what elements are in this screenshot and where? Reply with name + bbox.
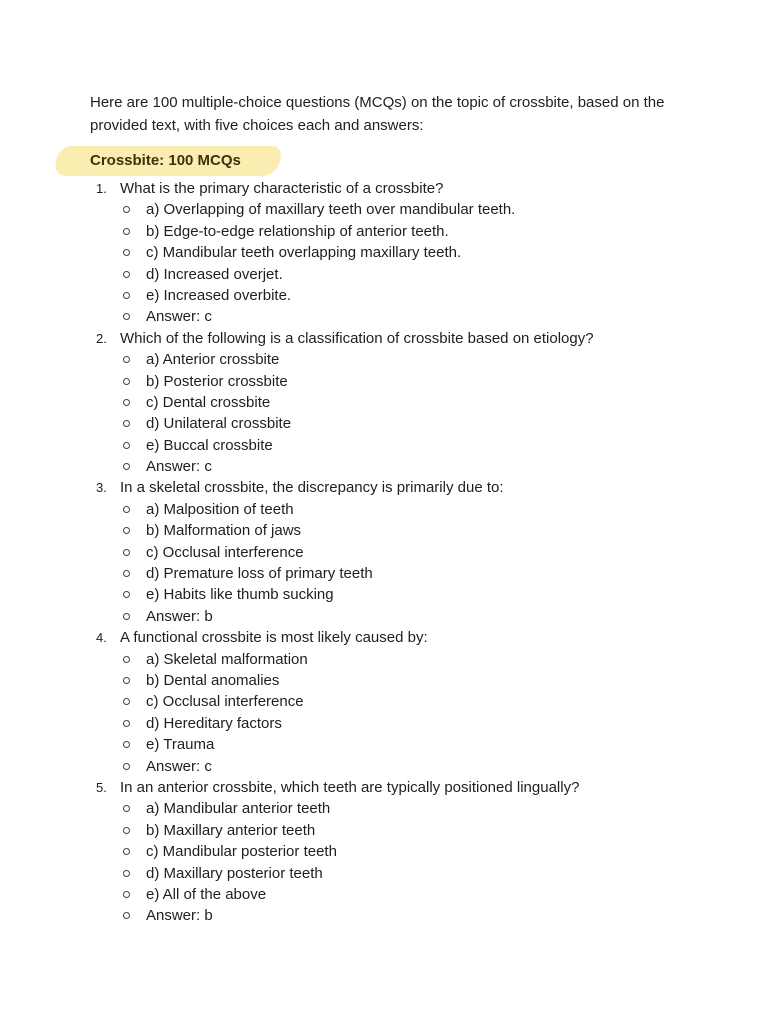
option-line (0, 863, 768, 884)
question-line (0, 477, 768, 498)
hollow-bullet-icon (123, 677, 130, 684)
option-text: c) Dental crossbite (146, 393, 271, 411)
option-text: b) Maxillary anterior teeth (146, 821, 316, 839)
option-text: a) Skeletal malformation (146, 650, 308, 668)
option-line (0, 435, 768, 456)
option-line (0, 734, 768, 755)
hollow-bullet-icon (123, 271, 130, 278)
answer-text: Answer: c (146, 308, 212, 326)
hollow-bullet-icon (123, 613, 130, 620)
hollow-bullet-icon (123, 591, 130, 598)
question-item (0, 178, 768, 328)
option-text: a) Anterior crossbite (146, 351, 280, 369)
option-text: c) Mandibular posterior teeth (146, 843, 337, 861)
question-item (0, 627, 768, 777)
question-number: 4. (96, 630, 107, 646)
hollow-bullet-icon (123, 399, 130, 406)
option-line (0, 584, 768, 605)
option-text: e) Increased overbite. (146, 286, 292, 304)
hollow-bullet-icon (123, 805, 130, 812)
option-line (0, 392, 768, 413)
question-number: 5. (96, 779, 107, 795)
option-line (0, 649, 768, 670)
option-line (0, 563, 768, 584)
hollow-bullet-icon (123, 506, 130, 513)
answer-line (0, 306, 768, 327)
option-text: c) Occlusal interference (146, 543, 304, 561)
hollow-bullet-icon (123, 420, 130, 427)
option-text: a) Overlapping of maxillary teeth over mandibular teeth. (146, 201, 516, 219)
answer-text: Answer: b (146, 607, 213, 625)
option-line (0, 713, 768, 734)
hollow-bullet-icon (123, 848, 130, 855)
hollow-bullet-icon (123, 763, 130, 770)
option-text: e) Trauma (146, 736, 215, 754)
option-line (0, 285, 768, 306)
hollow-bullet-icon (123, 463, 130, 470)
option-line (0, 670, 768, 691)
option-text: d) Unilateral crossbite (146, 415, 292, 433)
option-text: b) Dental anomalies (146, 671, 280, 689)
option-line (0, 499, 768, 520)
answer-line (0, 606, 768, 627)
option-text: a) Malposition of teeth (146, 500, 294, 518)
option-line (0, 221, 768, 242)
option-text: d) Premature loss of primary teeth (146, 565, 373, 583)
option-text: c) Mandibular teeth overlapping maxillary teeth. (146, 244, 462, 262)
hollow-bullet-icon (123, 698, 130, 705)
hollow-bullet-icon (123, 912, 130, 919)
hollow-bullet-icon (123, 549, 130, 556)
answer-line (0, 756, 768, 777)
question-line (0, 178, 768, 199)
option-line (0, 264, 768, 285)
question-item (0, 328, 768, 478)
hollow-bullet-icon (123, 228, 130, 235)
question-text: A functional crossbite is most likely caused by: (120, 629, 428, 647)
option-line (0, 884, 768, 905)
question-line (0, 777, 768, 798)
answer-text: Answer: c (146, 757, 212, 775)
option-line (0, 520, 768, 541)
hollow-bullet-icon (123, 292, 130, 299)
hollow-bullet-icon (123, 378, 130, 385)
option-line (0, 841, 768, 862)
heading-text: Crossbite: 100 MCQs (90, 152, 241, 169)
hollow-bullet-icon (123, 720, 130, 727)
question-text: In an anterior crossbite, which teeth are typically positioned lingually? (120, 778, 580, 796)
hollow-bullet-icon (123, 356, 130, 363)
option-text: e) Buccal crossbite (146, 436, 273, 454)
question-line (0, 627, 768, 648)
option-line (0, 349, 768, 370)
option-text: a) Mandibular anterior teeth (146, 800, 331, 818)
section-heading (56, 146, 280, 176)
hollow-bullet-icon (123, 870, 130, 877)
option-line (0, 371, 768, 392)
question-item (0, 477, 768, 627)
intro-paragraph: Here are 100 multiple-choice questions (MCQs) on the topic of crossbite, based on the provided text, with five choices each and answers: (90, 94, 665, 134)
option-line (0, 242, 768, 263)
option-text: c) Occlusal interference (146, 693, 304, 711)
hollow-bullet-icon (123, 656, 130, 663)
question-item (0, 777, 768, 927)
question-number: 2. (96, 330, 107, 346)
question-line (0, 328, 768, 349)
option-text: e) All of the above (146, 885, 267, 903)
hollow-bullet-icon (123, 891, 130, 898)
hollow-bullet-icon (123, 527, 130, 534)
hollow-bullet-icon (123, 249, 130, 256)
answer-text: Answer: b (146, 907, 213, 925)
question-text: Which of the following is a classification of crossbite based on etiology? (120, 329, 594, 347)
answer-line (0, 905, 768, 926)
option-line (0, 542, 768, 563)
option-text: d) Hereditary factors (146, 714, 282, 732)
hollow-bullet-icon (123, 570, 130, 577)
option-line (0, 820, 768, 841)
option-text: d) Maxillary posterior teeth (146, 864, 323, 882)
answer-text: Answer: c (146, 458, 212, 476)
question-text: In a skeletal crossbite, the discrepancy is primarily due to: (120, 479, 504, 497)
question-number: 3. (96, 480, 107, 496)
hollow-bullet-icon (123, 442, 130, 449)
hollow-bullet-icon (123, 313, 130, 320)
hollow-bullet-icon (123, 741, 130, 748)
hollow-bullet-icon (123, 206, 130, 213)
option-line (0, 798, 768, 819)
option-text: b) Edge-to-edge relationship of anterior teeth. (146, 222, 449, 240)
answer-line (0, 456, 768, 477)
option-text: b) Malformation of jaws (146, 522, 302, 540)
option-line (0, 691, 768, 712)
option-line (0, 199, 768, 220)
option-text: e) Habits like thumb sucking (146, 586, 334, 604)
question-list (0, 178, 768, 927)
question-text: What is the primary characteristic of a crossbite? (120, 180, 444, 197)
option-text: d) Increased overjet. (146, 265, 283, 283)
hollow-bullet-icon (123, 827, 130, 834)
question-number: 1. (96, 181, 107, 196)
option-text: b) Posterior crossbite (146, 372, 288, 390)
option-line (0, 413, 768, 434)
